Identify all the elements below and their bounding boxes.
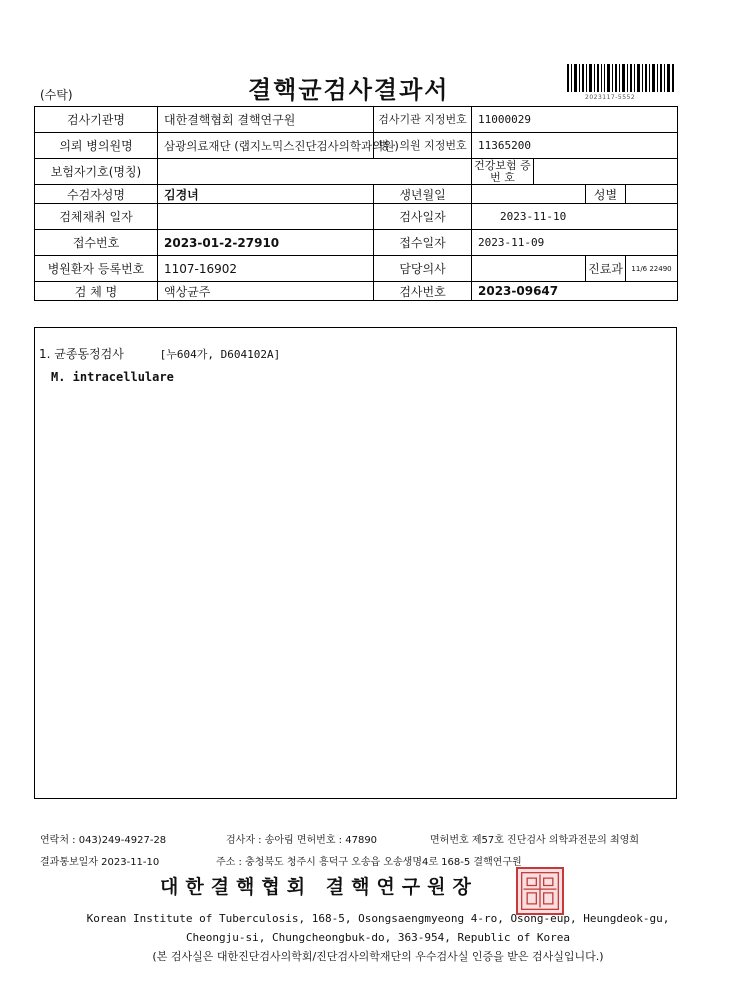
registration-number-value: 1107-16902: [158, 256, 374, 282]
department-value: 11/6 22490: [626, 256, 678, 282]
registration-number-label: 병원환자 등록번호: [35, 256, 158, 282]
receipt-date-value: 2023-11-09: [472, 230, 678, 256]
info-row-dates: [35, 204, 678, 230]
specimen-value: 액상균주: [158, 282, 374, 301]
department-label: 진료과: [586, 256, 626, 282]
result-test-code: [누604가, D604102A]: [159, 348, 281, 361]
receipt-number-label: 접수번호: [35, 230, 158, 256]
results-box: [34, 327, 677, 799]
doctor-value: [472, 256, 586, 282]
info-row-receipt: [35, 230, 678, 256]
barcode-number: 2023117-5552: [585, 94, 636, 101]
patient-name-value: 김경녀: [158, 185, 374, 204]
insurance-number-value: [534, 159, 678, 185]
footer-address-ko: 주소 : 충청북도 청주시 흥덕구 오송읍 오송생명4로 168-5 결핵연구원: [216, 857, 522, 868]
organization-name: 대한결핵협회 결핵연구원장: [160, 876, 478, 898]
test-date-label: 검사일자: [374, 204, 472, 230]
receipt-number-value: 2023-01-2-27910: [158, 230, 374, 256]
collection-date-label: 검체채취 일자: [35, 204, 158, 230]
lab-id-value: 11000029: [472, 107, 678, 133]
barcode-image: [567, 64, 675, 92]
doctor-label: 담당의사: [374, 256, 472, 282]
lab-id-label: 검사기관 지정번호: [374, 107, 472, 133]
test-number-value: 2023-09647: [472, 282, 678, 301]
insurer-label: 보험자기호(명칭): [35, 159, 158, 185]
sex-value: [626, 185, 678, 204]
info-row-insurance: [35, 159, 678, 185]
info-row-patient: [35, 185, 678, 204]
hospital-value: 삼광의료재단 (랩지노믹스진단검사의학과의원): [158, 133, 374, 159]
birthdate-label: 생년월일: [374, 185, 472, 204]
lab-name-value: 대한결핵협회 결핵연구원: [158, 107, 374, 133]
hospital-id-value: 11365200: [472, 133, 678, 159]
result-test-name: 1. 균종동정검사: [39, 347, 124, 361]
document-title: 결핵균검사결과서: [248, 75, 450, 104]
info-row-hospital: [35, 133, 678, 159]
test-date-value: 2023-11-10: [472, 204, 678, 230]
test-number-label: 검사번호: [374, 282, 472, 301]
certification-note: (본 검사실은 대한진단검사의학회/진단검사의학재단의 우수검사실 인증을 받은 검사실입니다.): [152, 950, 604, 963]
hospital-id-label: 병 · 의원 지정번호: [374, 133, 472, 159]
info-row-registration: [35, 256, 678, 282]
info-row-specimen: [35, 282, 678, 301]
result-organism: M. intracellulare: [51, 370, 174, 384]
result-test-line: [39, 345, 280, 362]
official-seal-stamp: [516, 867, 564, 915]
lab-name-label: 검사기관명: [35, 107, 158, 133]
footer-report-date: 결과통보일자 2023-11-10: [40, 857, 160, 868]
footer-contact: 연락처 : 043)249-4927-28: [40, 835, 167, 846]
info-row-lab: [35, 107, 678, 133]
footer-license: 면허번호 제57호 진단검사 의학과전문의 최영희: [430, 835, 639, 846]
address-english-line-1: Korean Institute of Tuberculosis, 168-5, Osongsaengmyeong 4-ro, Osong-eup, Heungdeok-gu,: [86, 912, 670, 925]
specimen-label: 검 체 명: [35, 282, 158, 301]
patient-name-label: 수검자성명: [35, 185, 158, 204]
receiver-label: (수탁): [40, 88, 73, 102]
info-table: [34, 106, 678, 301]
hospital-label: 의뢰 병의원명: [35, 133, 158, 159]
insurance-number-label: 건강보험 증 번 호: [472, 159, 534, 185]
collection-date-value: [158, 204, 374, 230]
footer-tester: 검사자 : 송아림 면허번호 : 47890: [226, 835, 378, 846]
address-english-line-2: Cheongju-si, Chungcheongbuk-do, 363-954, Republic of Korea: [185, 931, 571, 944]
receipt-date-label: 접수일자: [374, 230, 472, 256]
birthdate-value: [472, 185, 586, 204]
insurer-value: [158, 159, 472, 185]
sex-label: 성별: [586, 185, 626, 204]
